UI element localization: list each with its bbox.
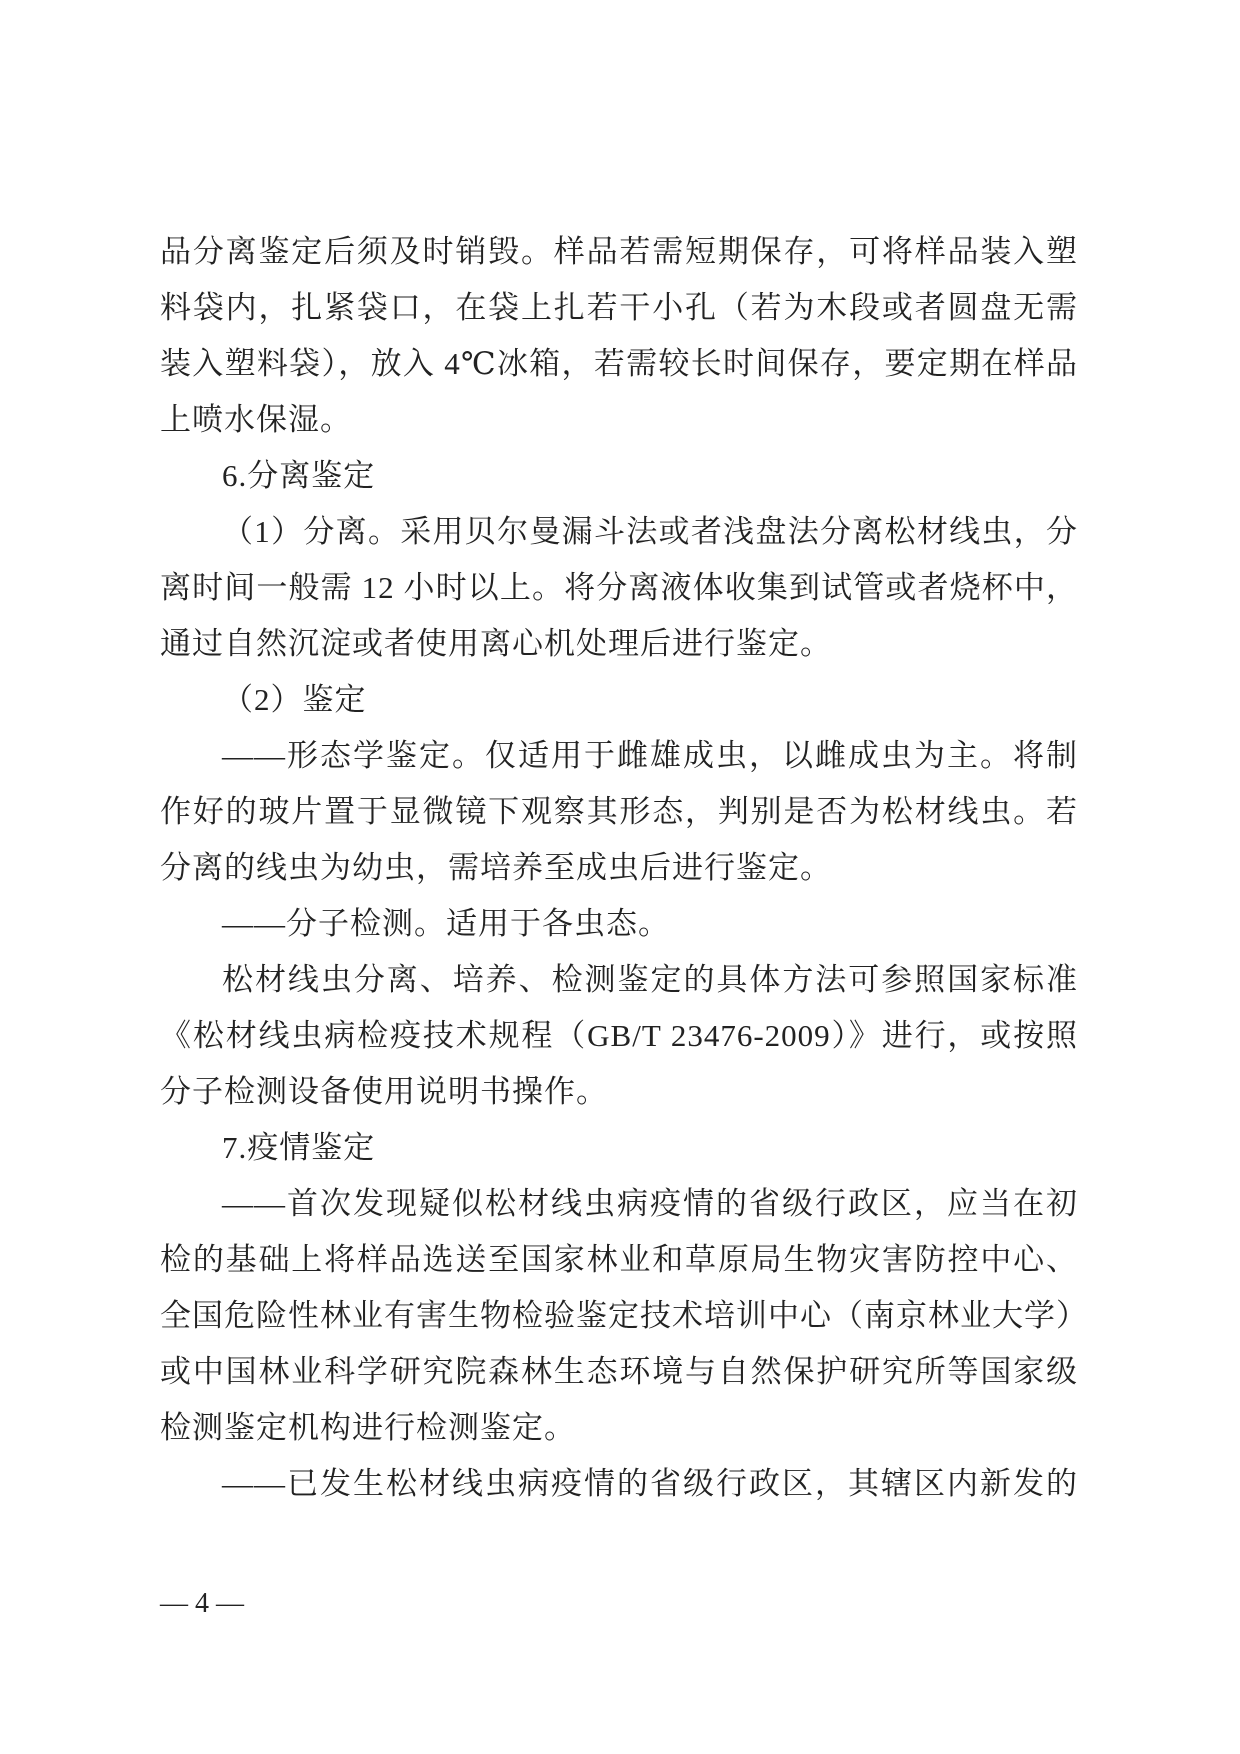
text-line: 装入塑料袋），放入 4℃冰箱，若需较长时间保存，要定期在样品 xyxy=(160,346,1078,381)
page-number: — 4 — xyxy=(160,1588,244,1619)
text-line: 料袋内，扎紧袋口，在袋上扎若干小孔（若为木段或者圆盘无需 xyxy=(160,290,1078,325)
text-line: 上喷水保湿。 xyxy=(160,402,352,437)
section-heading: 6.分离鉴定 xyxy=(222,458,376,493)
text-line: 分离的线虫为幼虫，需培养至成虫后进行鉴定。 xyxy=(160,850,832,885)
document-body xyxy=(160,224,1088,1512)
text-line: ——分子检测。适用于各虫态。 xyxy=(222,906,670,941)
text-line: ——形态学鉴定。仅适用于雌雄成虫，以雌成虫为主。将制 xyxy=(222,738,1078,773)
text-line: ——首次发现疑似松材线虫病疫情的省级行政区，应当在初 xyxy=(222,1186,1078,1221)
text-line: 松材线虫分离、培养、检测鉴定的具体方法可参照国家标准 xyxy=(222,962,1078,997)
section-heading: （2）鉴定 xyxy=(222,682,367,717)
text-line: 或中国林业科学研究院森林生态环境与自然保护研究所等国家级 xyxy=(160,1354,1078,1389)
section-heading: 7.疫情鉴定 xyxy=(222,1130,376,1165)
text-line: 《松材线虫病检疫技术规程（GB/T 23476-2009）》进行，或按照 xyxy=(160,1018,1078,1053)
text-line: 全国危险性林业有害生物检验鉴定技术培训中心（南京林业大学） xyxy=(160,1298,1088,1333)
text-line: 离时间一般需 12 小时以上。将分离液体收集到试管或者烧杯中， xyxy=(160,570,1078,605)
text-line: 作好的玻片置于显微镜下观察其形态，判别是否为松材线虫。若 xyxy=(160,794,1078,829)
text-line: 检测鉴定机构进行检测鉴定。 xyxy=(160,1410,576,1445)
text-line: 品分离鉴定后须及时销毁。样品若需短期保存，可将样品装入塑 xyxy=(160,234,1078,269)
text-line: ——已发生松材线虫病疫情的省级行政区，其辖区内新发的 xyxy=(222,1466,1078,1501)
text-line: 分子检测设备使用说明书操作。 xyxy=(160,1074,608,1109)
text-line: （1）分离。采用贝尔曼漏斗法或者浅盘法分离松材线虫，分 xyxy=(222,514,1078,549)
text-line: 通过自然沉淀或者使用离心机处理后进行鉴定。 xyxy=(160,626,832,661)
text-line: 检的基础上将样品选送至国家林业和草原局生物灾害防控中心、 xyxy=(160,1242,1078,1277)
